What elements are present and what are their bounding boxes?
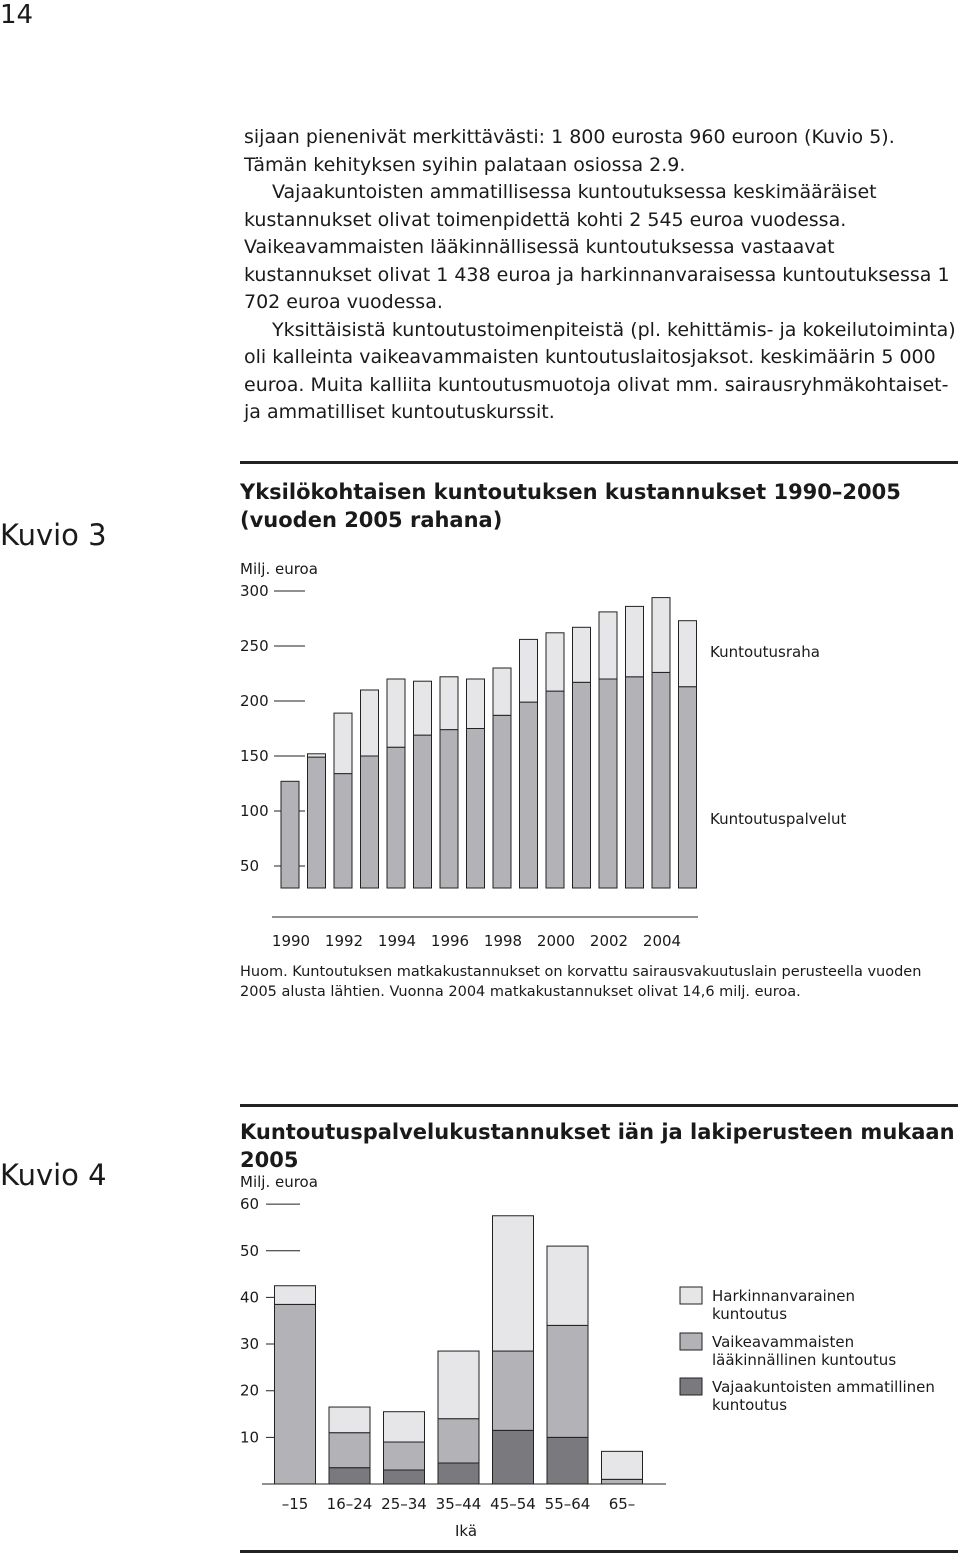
x-tick-label: 2002 bbox=[589, 932, 629, 950]
x-tick-label: 25–34 bbox=[381, 1495, 427, 1513]
bar-harkinnanvarainen-2 bbox=[384, 1412, 425, 1442]
page-number: 14 bbox=[0, 0, 34, 30]
y-axis-label: Milj. euroa bbox=[240, 1173, 318, 1191]
bar-vajaakuntoisten-3 bbox=[438, 1463, 479, 1484]
x-tick-label: 1992 bbox=[324, 932, 364, 950]
y-tick-label: 250 bbox=[240, 637, 269, 655]
x-tick-label: 2000 bbox=[536, 932, 576, 950]
x-tick-label: 1996 bbox=[430, 932, 470, 950]
series-label-kuntoutusraha: Kuntoutusraha bbox=[710, 643, 820, 661]
series-label-kuntoutuspalvelut: Kuntoutuspalvelut bbox=[710, 810, 847, 828]
y-tick-label: 10 bbox=[240, 1428, 260, 1447]
bar-vajaakuntoisten-5 bbox=[547, 1437, 588, 1484]
y-tick-label: 300 bbox=[240, 582, 269, 600]
x-tick-label: 55–64 bbox=[544, 1495, 591, 1513]
y-tick-label: 30 bbox=[240, 1335, 260, 1354]
bar-vaikeavammaisten-0 bbox=[275, 1304, 316, 1484]
figure3-label: Kuvio 3 bbox=[0, 518, 107, 552]
y-tick-label: 150 bbox=[240, 747, 269, 765]
bar-vajaakuntoisten-2 bbox=[384, 1470, 425, 1484]
bar-harkinnanvarainen-5 bbox=[547, 1246, 588, 1325]
x-tick-label: 1990 bbox=[271, 932, 311, 950]
x-tick-label: 2004 bbox=[642, 932, 682, 950]
legend-label: kuntoutus bbox=[712, 1305, 788, 1323]
bar-vaikeavammaisten-5 bbox=[547, 1325, 588, 1437]
bar-harkinnanvarainen-0 bbox=[275, 1286, 316, 1305]
y-tick-label: 50 bbox=[240, 857, 260, 875]
y-tick-label: 20 bbox=[240, 1381, 260, 1400]
x-tick-label: 1998 bbox=[483, 932, 523, 950]
figure3-title-line2: (vuoden 2005 rahana) bbox=[240, 508, 503, 532]
legend-swatch bbox=[680, 1333, 702, 1350]
y-tick-label: 60 bbox=[240, 1195, 260, 1214]
y-tick-label: 200 bbox=[240, 692, 269, 710]
x-tick-label: 16–24 bbox=[326, 1495, 373, 1513]
bar-harkinnanvarainen-3 bbox=[438, 1351, 479, 1419]
bar-vajaakuntoisten-1 bbox=[329, 1468, 370, 1484]
x-axis-label: Ikä bbox=[454, 1522, 478, 1540]
x-tick-label: 35–44 bbox=[435, 1495, 482, 1513]
x-tick-label: 1994 bbox=[377, 932, 417, 950]
legend-label: Vajaakuntoisten ammatillinen bbox=[712, 1378, 935, 1396]
x-tick-label: –15 bbox=[281, 1495, 309, 1513]
bar-vaikeavammaisten-6 bbox=[602, 1479, 643, 1484]
legend-label: kuntoutus bbox=[712, 1396, 788, 1414]
bar-harkinnanvarainen-4 bbox=[493, 1216, 534, 1351]
bar-vajaakuntoisten-4 bbox=[493, 1430, 534, 1484]
y-tick-label: 40 bbox=[240, 1288, 260, 1307]
bar-vaikeavammaisten-1 bbox=[329, 1433, 370, 1468]
y-tick-label: 50 bbox=[240, 1241, 260, 1260]
figure4-title: Kuntoutuspalvelukustannukset iän ja lakiperusteen mukaan 2005 bbox=[240, 1120, 955, 1172]
x-tick-label: 45–54 bbox=[490, 1495, 536, 1513]
y-axis-label: Milj. euroa bbox=[240, 560, 318, 578]
x-tick-label: 65– bbox=[608, 1495, 636, 1513]
body-paragraph-2: Vajaakuntoisten ammatillisessa kuntoutuksessa keskimääräiset kustannukset olivat toimenpidettä kohti 2 545 euroa vuodessa. Vaikeavammaisten lääkinnällisessä kuntoutuksessa vastaavat kustannukset olivat 1 438 euroa ja harkinnanvaraisessa kuntoutuksessa 1 702 euroa vuodessa. bbox=[244, 181, 950, 313]
bar-vaikeavammaisten-4 bbox=[493, 1351, 534, 1430]
bar-vaikeavammaisten-3 bbox=[438, 1419, 479, 1463]
legend-label: lääkinnällinen kuntoutus bbox=[712, 1351, 897, 1369]
body-paragraph-1: sijaan pienenivät merkittävästi: 1 800 eurosta 960 euroon (Kuvio 5). Tämän kehityksen syihin palataan osiossa 2.9. bbox=[244, 126, 895, 176]
legend-label: Harkinnanvarainen bbox=[712, 1287, 856, 1305]
bar-harkinnanvarainen-6 bbox=[602, 1451, 643, 1479]
y-tick-label: 100 bbox=[240, 802, 269, 820]
body-paragraph-3: Yksittäisistä kuntoutustoimenpiteistä (pl. kehittämis- ja kokeilutoiminta) oli kalleinta vaikeavammaisten kuntoutuslaitosjaksot. keskimäärin 5 000 euroa. Muita kalliita kuntoutusmuotoja olivat mm. sairausryhmäkohtaiset- ja ammatilliset kuntoutuskurssit. bbox=[244, 318, 956, 423]
bar-vaikeavammaisten-2 bbox=[384, 1442, 425, 1470]
figure3-title-line1: Yksilökohtaisen kuntoutuksen kustannukset 1990–2005 bbox=[240, 480, 901, 504]
figure4-label: Kuvio 4 bbox=[0, 1158, 107, 1192]
figure3-note: Huom. Kuntoutuksen matkakustannukset on korvattu sairausvakuutuslain perusteella vuoden 2005 alusta lähtien. Vuonna 2004 matkakustannukset olivat 14,6 milj. euroa. bbox=[240, 964, 922, 1000]
bar-harkinnanvarainen-1 bbox=[329, 1407, 370, 1433]
legend-swatch bbox=[680, 1287, 702, 1304]
legend-label: Vaikeavammaisten bbox=[712, 1333, 855, 1351]
figure4-bottom-rule bbox=[240, 1550, 958, 1553]
legend-swatch bbox=[680, 1378, 702, 1395]
